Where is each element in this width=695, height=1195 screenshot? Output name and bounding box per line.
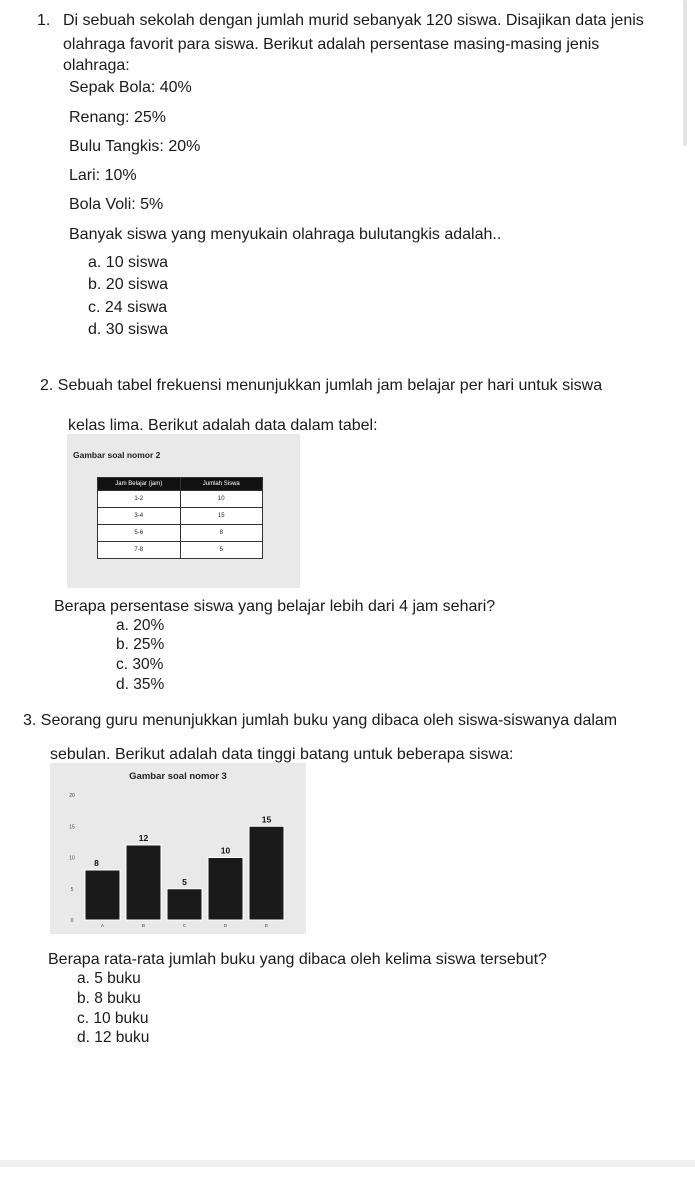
y-tick-label: 10 [69, 855, 75, 862]
q2-option: c. 30% [116, 656, 164, 673]
bar-value-label: 8 [94, 858, 99, 868]
q1-option: b. 20 siswa [88, 276, 169, 293]
table-cell: 8 [180, 525, 263, 542]
bar [85, 870, 120, 920]
q2-option: a. 20% [116, 617, 165, 634]
q3-option: c. 10 buku [77, 1010, 149, 1027]
y-tick-label: 15 [69, 824, 75, 831]
bottom-divider [0, 1160, 695, 1167]
q3-option: d. 12 buku [77, 1029, 150, 1046]
q2-figure-caption: Gambar soal nomor 2 [73, 450, 161, 460]
table-header: Jam Belajar (jam) [98, 478, 181, 491]
frequency-table [97, 477, 263, 559]
table-cell: 1-2 [98, 491, 181, 508]
bar-chart [50, 763, 306, 934]
q1-text-line-2: olahraga favorit para siswa. Berikut adalah persentase masing-masing jenis [63, 36, 600, 53]
q1-item: Renang: 25% [69, 109, 166, 126]
q1-item: Bola Voli: 5% [69, 196, 164, 213]
q1-text-line-1: Di sebuah sekolah dengan jumlah murid sebanyak 120 siswa. Disajikan data jenis [63, 12, 644, 29]
x-tick-label: A [100, 923, 105, 928]
q2-option: b. 25% [116, 636, 165, 653]
q1-option: a. 10 siswa [88, 254, 169, 271]
bar [249, 826, 284, 920]
table-header-row [98, 478, 263, 491]
table-row [98, 491, 263, 508]
q1-item: Sepak Bola: 40% [69, 79, 192, 96]
chart-title: Gambar soal nomor 3 [129, 771, 227, 782]
table-row [98, 525, 263, 542]
x-tick-label: E [264, 923, 269, 928]
table-cell: 7-8 [98, 542, 181, 559]
bar-value-label: 5 [182, 876, 187, 887]
q1-question: Banyak siswa yang menyukain olahraga bulutangkis adalah.. [69, 226, 502, 243]
q2-question: Berapa persentase siswa yang belajar lebih dari 4 jam sehari? [54, 598, 496, 615]
q2-figure [67, 434, 300, 588]
x-tick-label: B [141, 923, 146, 928]
bar [167, 889, 202, 920]
scrollbar[interactable] [683, 0, 687, 146]
table-cell: 5-6 [98, 525, 181, 542]
q3-figure [50, 763, 306, 934]
q1-text-line-3: olahraga: [63, 57, 130, 74]
x-tick-label: C [182, 923, 187, 928]
bar-value-label: 10 [220, 845, 231, 856]
x-tick-label: D [223, 923, 228, 928]
q1-item: Bulu Tangkis: 20% [69, 138, 201, 155]
table-header: Jumlah Siswa [180, 478, 263, 491]
q3-option: a. 5 buku [77, 970, 141, 987]
table-cell: 3-4 [98, 508, 181, 525]
table-cell: 5 [180, 542, 263, 559]
q1-item: Lari: 10% [69, 167, 137, 184]
q2-option: d. 35% [116, 676, 165, 693]
q3-option: b. 8 buku [77, 990, 141, 1007]
table-row [98, 542, 263, 559]
bar [126, 845, 161, 920]
table-row [98, 508, 263, 525]
bar-value-label: 12 [138, 833, 149, 843]
bar [208, 858, 243, 921]
q2-text-line-2: kelas lima. Berikut adalah data dalam tabel: [68, 417, 378, 434]
q3-text-line-1: 3. Seorang guru menunjukkan jumlah buku yang dibaca oleh siswa-siswanya dalam [23, 712, 618, 729]
table-cell: 15 [180, 508, 263, 525]
y-tick-label: 20 [69, 793, 75, 799]
y-tick-label: 5 [70, 886, 74, 893]
y-tick-label: 0 [70, 918, 74, 924]
q1-option: c. 24 siswa [88, 299, 168, 316]
table-cell: 10 [180, 491, 263, 508]
q2-text-line-1: 2. Sebuah tabel frekuensi menunjukkan jumlah jam belajar per hari untuk siswa [40, 377, 603, 394]
q1-number: 1. [37, 12, 51, 29]
bar-value-label: 15 [261, 814, 272, 825]
q3-text-line-2: sebulan. Berikut adalah data tinggi batang untuk beberapa siswa: [50, 746, 514, 763]
q1-option: d. 30 siswa [88, 321, 169, 338]
q3-question: Berapa rata-rata jumlah buku yang dibaca oleh kelima siswa tersebut? [48, 951, 547, 968]
